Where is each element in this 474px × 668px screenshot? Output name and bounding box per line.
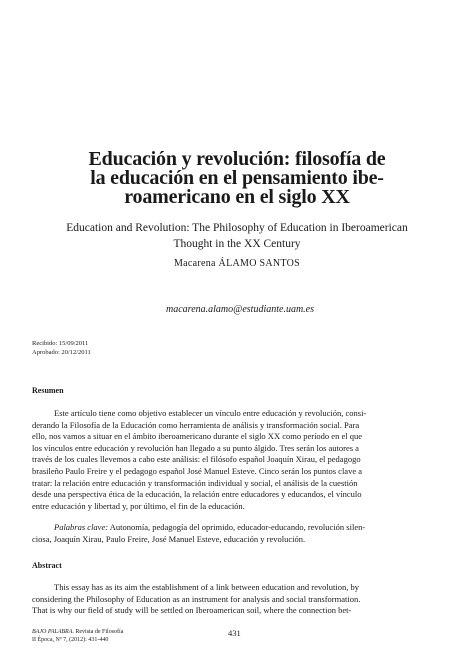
- abstract-heading: Abstract: [32, 561, 62, 570]
- approved-date: Aprobado: 20/12/2011: [32, 349, 91, 356]
- author-email[interactable]: macarena.alamo@estudiante.uam.es: [166, 304, 314, 315]
- subtitle-line: Thought in the XX Century: [173, 238, 301, 250]
- resumen-line: derando la Filosofía de la Educación como herramienta de análisis y transformación social. Para: [32, 419, 360, 430]
- journal-subtitle: Revista de Filosofía: [73, 629, 124, 635]
- article-title: [30, 150, 444, 207]
- resumen-line: entre educación y libertad y, por último, el fin de la educación.: [32, 500, 245, 511]
- resumen-line: ello, nos vamos a situar en el ámbito iberoamericano durante el siglo XX como período en el que: [32, 431, 362, 442]
- resumen-line: brasileño Paulo Freire y el pedagogo español José Manuel Esteve. Cinco serán los puntos clave a: [32, 465, 362, 476]
- keywords-line: [32, 522, 442, 534]
- keywords-text: Autonomía, pedagogía del oprimido, educador-educando, revolución silen-: [108, 522, 366, 532]
- abstract-body: [32, 582, 442, 617]
- journal-name: BAJO PALABRA.: [32, 629, 74, 635]
- subtitle-line: Education and Revolution: The Philosophy of Education in Iberoamerican: [66, 222, 408, 234]
- title-line: la educación en el pensamiento ibe-: [90, 167, 384, 189]
- author-name: Macarena ÁLAMO SANTOS: [173, 258, 301, 269]
- received-date: Recibido: 15/09/2011: [32, 340, 89, 347]
- resumen-line: tratar: la relación entre educación y transformación individual y social, el análisis de la cuestión: [32, 477, 358, 488]
- journal-issue: II Época, Nº 7, (2012): 431-440: [32, 637, 109, 643]
- keywords-line: ciosa, Joaquín Xirau, Paulo Freire, José Manuel Esteve, educación y revolución.: [32, 533, 306, 544]
- resumen-heading: Resumen: [32, 386, 64, 395]
- title-line: roamericano en el siglo XX: [124, 186, 350, 208]
- keywords-block: [32, 522, 442, 545]
- journal-name-line: [32, 628, 123, 636]
- abstract-line: This essay has as its aim the establishment of a link between education and revolution, by: [54, 582, 359, 592]
- resumen-line: desde una perspectiva ética de la educación, la relación entre educadores y educandos, el vínculo: [32, 489, 362, 500]
- resumen-line: los vínculos entre educación y revolución han llegado a su punto álgido. Tres serán los autores a: [32, 442, 359, 453]
- article-subtitle: [40, 220, 434, 252]
- abstract-line: considering the Philosophy of Education as an instrument for analysis and social transformation.: [32, 593, 361, 604]
- resumen-line: Este artículo tiene como objetivo establecer un vínculo entre educación y revolución, consi-: [54, 408, 367, 418]
- page-number: 431: [228, 628, 241, 638]
- abstract-line: That is why our field of study will be settled on Iberoamerican soil, where the connection bet-: [32, 605, 352, 616]
- title-line: Educación y revolución: filosofía de: [88, 148, 386, 170]
- keywords-label: Palabras clave:: [54, 522, 109, 532]
- resumen-line: través de los cuales llevemos a cabo este análisis: el filósofo español Joaquín Xirau, el pedagogo: [32, 454, 361, 465]
- journal-footer: [32, 628, 123, 644]
- submission-dates: [32, 339, 91, 357]
- resumen-body: [32, 408, 442, 512]
